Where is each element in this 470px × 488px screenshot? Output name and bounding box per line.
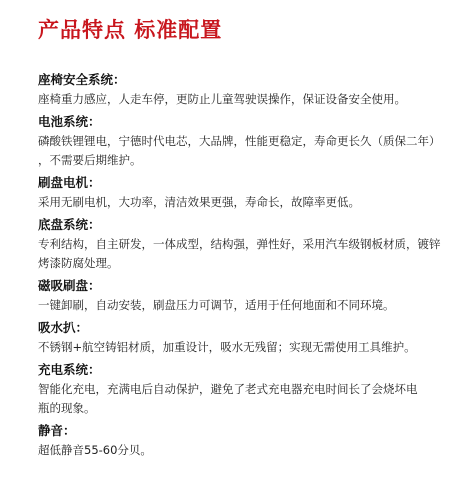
feature-title: 充电系统： — [38, 362, 101, 377]
feature-description: 座椅重力感应，人走车停，更防止儿童驾驶误操作，保证设备安全使用。 — [38, 92, 406, 106]
feature-title: 座椅安全系统： — [38, 72, 126, 87]
feature-brush-motor — [38, 173, 464, 212]
feature-description: 专利结构，自主研发，一体成型，结构强，弹性好，采用汽车级钢板材质，镀锌 烤漆防腐处理。 — [38, 237, 441, 270]
feature-silent — [38, 421, 464, 460]
feature-title: 底盘系统： — [38, 217, 101, 232]
feature-description: 超低静音55-60分贝。 — [38, 443, 152, 457]
feature-seat-safety — [38, 70, 464, 109]
feature-title: 刷盘电机： — [38, 175, 101, 190]
feature-description: 采用无刷电机，大功率，清洁效果更强，寿命长，故障率更低。 — [38, 195, 360, 209]
feature-description: 智能化充电，充满电后自动保护，避免了老式充电器充电时间长了会烧坏电 瓶的现象。 — [38, 382, 418, 415]
feature-magnetic-brush — [38, 276, 464, 315]
feature-description: 不锈钢+航空铸铝材质，加重设计，吸水无残留；实现无需使用工具维护。 — [38, 340, 416, 354]
page-title: 产品特点 标准配置 — [38, 18, 223, 42]
feature-chassis — [38, 215, 464, 273]
feature-charging — [38, 360, 464, 418]
feature-title: 静音： — [38, 423, 76, 438]
feature-title: 吸水扒： — [38, 320, 89, 335]
product-features-page — [38, 14, 464, 463]
feature-title: 磁吸刷盘： — [38, 278, 101, 293]
feature-list — [38, 70, 464, 460]
feature-battery — [38, 112, 464, 170]
feature-title: 电池系统： — [38, 114, 101, 129]
feature-description: 磷酸铁锂锂电，宁德时代电芯，大品牌，性能更稳定，寿命更长久（质保二年） ，不需要后期维护。 — [38, 134, 441, 167]
feature-description: 一键卸刷，自动安装，刷盘压力可调节，适用于任何地面和不同环境。 — [38, 298, 395, 312]
feature-squeegee — [38, 318, 464, 357]
